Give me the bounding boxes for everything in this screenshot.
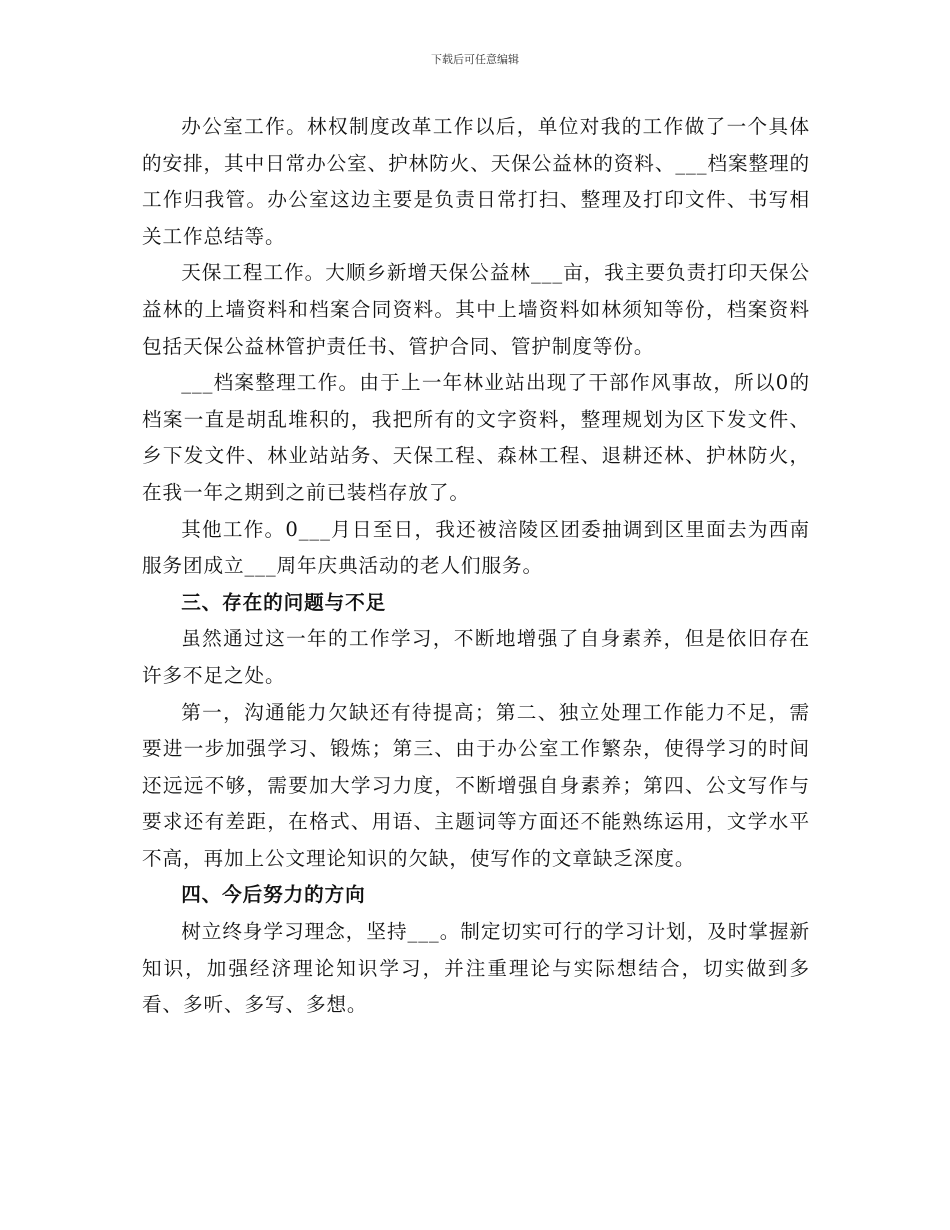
- document-body: [142, 109, 810, 1024]
- paragraph-other-work: 其他工作。0___月日至日，我还被涪陵区团委抽调到区里面去为西南服务团成立___周年庆典活动的老人们服务。: [142, 517, 810, 578]
- page-header: 下载后可任意编辑: [431, 53, 519, 66]
- section-heading-future-direction: 四、今后努力的方向: [181, 883, 366, 907]
- paragraph-problems-list: 第一，沟通能力欠缺还有待提高；第二、独立处理工作能力不足，需要进一步加强学习、锻炼；第三、由于办公室工作繁杂，使得学习的时间还远远不够，需要加大学习力度，不断增强自身素养；第四、公文写作与要求还有差距，在格式、用语、主题词等方面还不能熟练运用，文学水平不高，再加上公文理论知识的欠缺，使写作的文章缺乏深度。: [142, 700, 810, 870]
- paragraph-natural-forest-project: 天保工程工作。大顺乡新增天保公益林___亩，我主要负责打印天保公益林的上墙资料和档案合同资料。其中上墙资料如林须知等份，档案资料包括天保公益林管护责任书、管护合同、管护制度等份。: [142, 261, 810, 358]
- paragraph-problems-intro: 虽然通过这一年的工作学习，不断地增强了自身素养，但是依旧存在许多不足之处。: [142, 627, 810, 687]
- paragraph-office-work: 办公室工作。林权制度改革工作以后，单位对我的工作做了一个具体的安排，其中日常办公室、护林防火、天保公益林的资料、___档案整理的工作归我管。办公室这边主要是负责日常打扫、整理及打印文件、书写相关工作总结等。: [142, 115, 810, 248]
- paragraph-archive-work: ___档案整理工作。由于上一年林业站出现了干部作风事故，所以0的档案一直是胡乱堆积的，我把所有的文字资料，整理规划为区下发文件、乡下发文件、林业站站务、天保工程、森林工程、退耕还林、护林防火，在我一年之期到之前已装档存放了。: [142, 371, 810, 504]
- section-heading-problems: 三、存在的问题与不足: [181, 590, 387, 614]
- paragraph-future-direction: 树立终身学习理念，坚持___。制定切实可行的学习计划，及时掌握新知识，加强经济理论知识学习，并注重理论与实际想结合，切实做到多看、多听、多写、多想。: [142, 920, 810, 1017]
